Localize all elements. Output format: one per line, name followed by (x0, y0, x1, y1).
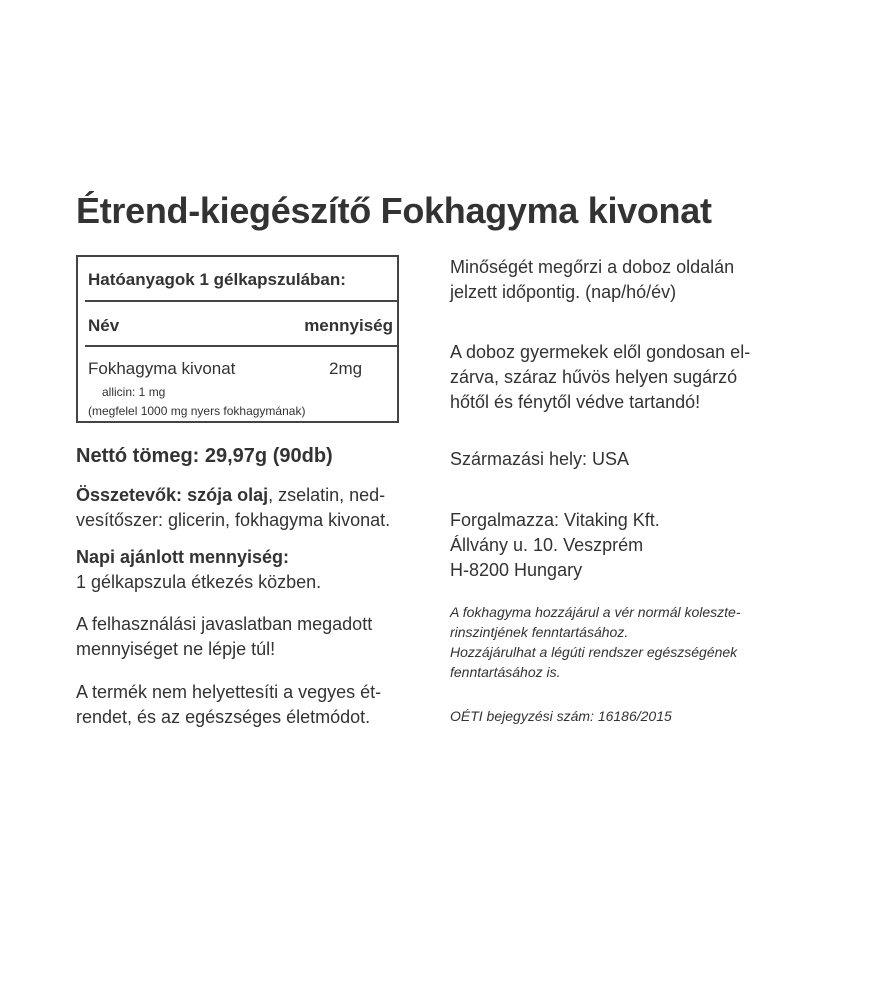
ingredients-paragraph (76, 483, 421, 533)
text-line: jelzett időpontig. (nap/hó/év) (450, 282, 677, 302)
text-line: Hozzájárulhat a légúti rendszer egészségének (450, 644, 738, 660)
text-line: rinszintjének fenntartásához. (450, 624, 629, 640)
table-divider (85, 300, 397, 302)
diet-warning-paragraph (76, 680, 421, 730)
text-line: hőtől és fénytől védve tartandó! (450, 392, 701, 412)
text-line: H-8200 Hungary (450, 560, 583, 580)
ingredients-text: , zselatin, ned- (268, 485, 386, 505)
ingredient-quantity: 2mg (329, 359, 363, 378)
dose-warning-paragraph (76, 612, 421, 662)
page-title: Étrend-kiegészítő Fokhagyma kivonat (76, 190, 712, 231)
distributor-paragraph (450, 508, 795, 583)
text-line: Forgalmazza: Vitaking Kft. (450, 510, 660, 530)
ingredient-equivalent: (megfelel 1000 mg nyers fokhagymának) (88, 404, 306, 418)
column-name-label: Név (88, 316, 120, 335)
daily-dose-label: Napi ajánlott mennyiség: (76, 547, 290, 567)
ingredients-bold: szója olaj (187, 485, 269, 505)
text-line: Minőségét megőrzi a doboz oldalán (450, 257, 735, 277)
registration-number: OÉTI bejegyzési szám: 16186/2015 (450, 708, 672, 724)
text-line: fenntartásához is. (450, 664, 561, 680)
origin-paragraph: Származási hely: USA (450, 449, 630, 469)
ingredients-label: Összetevők: (76, 485, 183, 505)
ingredients-text: vesítőszer: glicerin, fokhagyma kivonat. (76, 510, 391, 530)
daily-dose-text: 1 gélkapszula étkezés közben. (76, 572, 322, 592)
table-divider (85, 345, 397, 347)
daily-dose-paragraph (76, 545, 421, 595)
storage-paragraph (450, 340, 795, 415)
text-line: A fokhagyma hozzájárul a vér normál koleszte- (450, 604, 741, 620)
net-weight: Nettó tömeg: 29,97g (90db) (76, 445, 333, 467)
text-line: A felhasználási javaslatban megadott (76, 614, 373, 634)
column-quantity-label: mennyiség (304, 316, 393, 335)
text-line: mennyiséget ne lépje túl! (76, 639, 276, 659)
ingredient-name: Fokhagyma kivonat (88, 359, 236, 378)
table-header: Hatóanyagok 1 gélkapszulában: (88, 270, 346, 289)
text-line: A termék nem helyettesíti a vegyes ét- (76, 682, 382, 702)
health-claim-paragraph (450, 602, 795, 682)
best-before-paragraph (450, 255, 795, 305)
text-line: rendet, és az egészséges életmódot. (76, 707, 371, 727)
text-line: A doboz gyermekek elől gondosan el- (450, 342, 751, 362)
active-ingredients-table (76, 255, 399, 423)
text-line: Állvány u. 10. Veszprém (450, 535, 644, 555)
ingredient-allicin: allicin: 1 mg (102, 385, 166, 399)
text-line: zárva, száraz hűvös helyen sugárzó (450, 367, 738, 387)
